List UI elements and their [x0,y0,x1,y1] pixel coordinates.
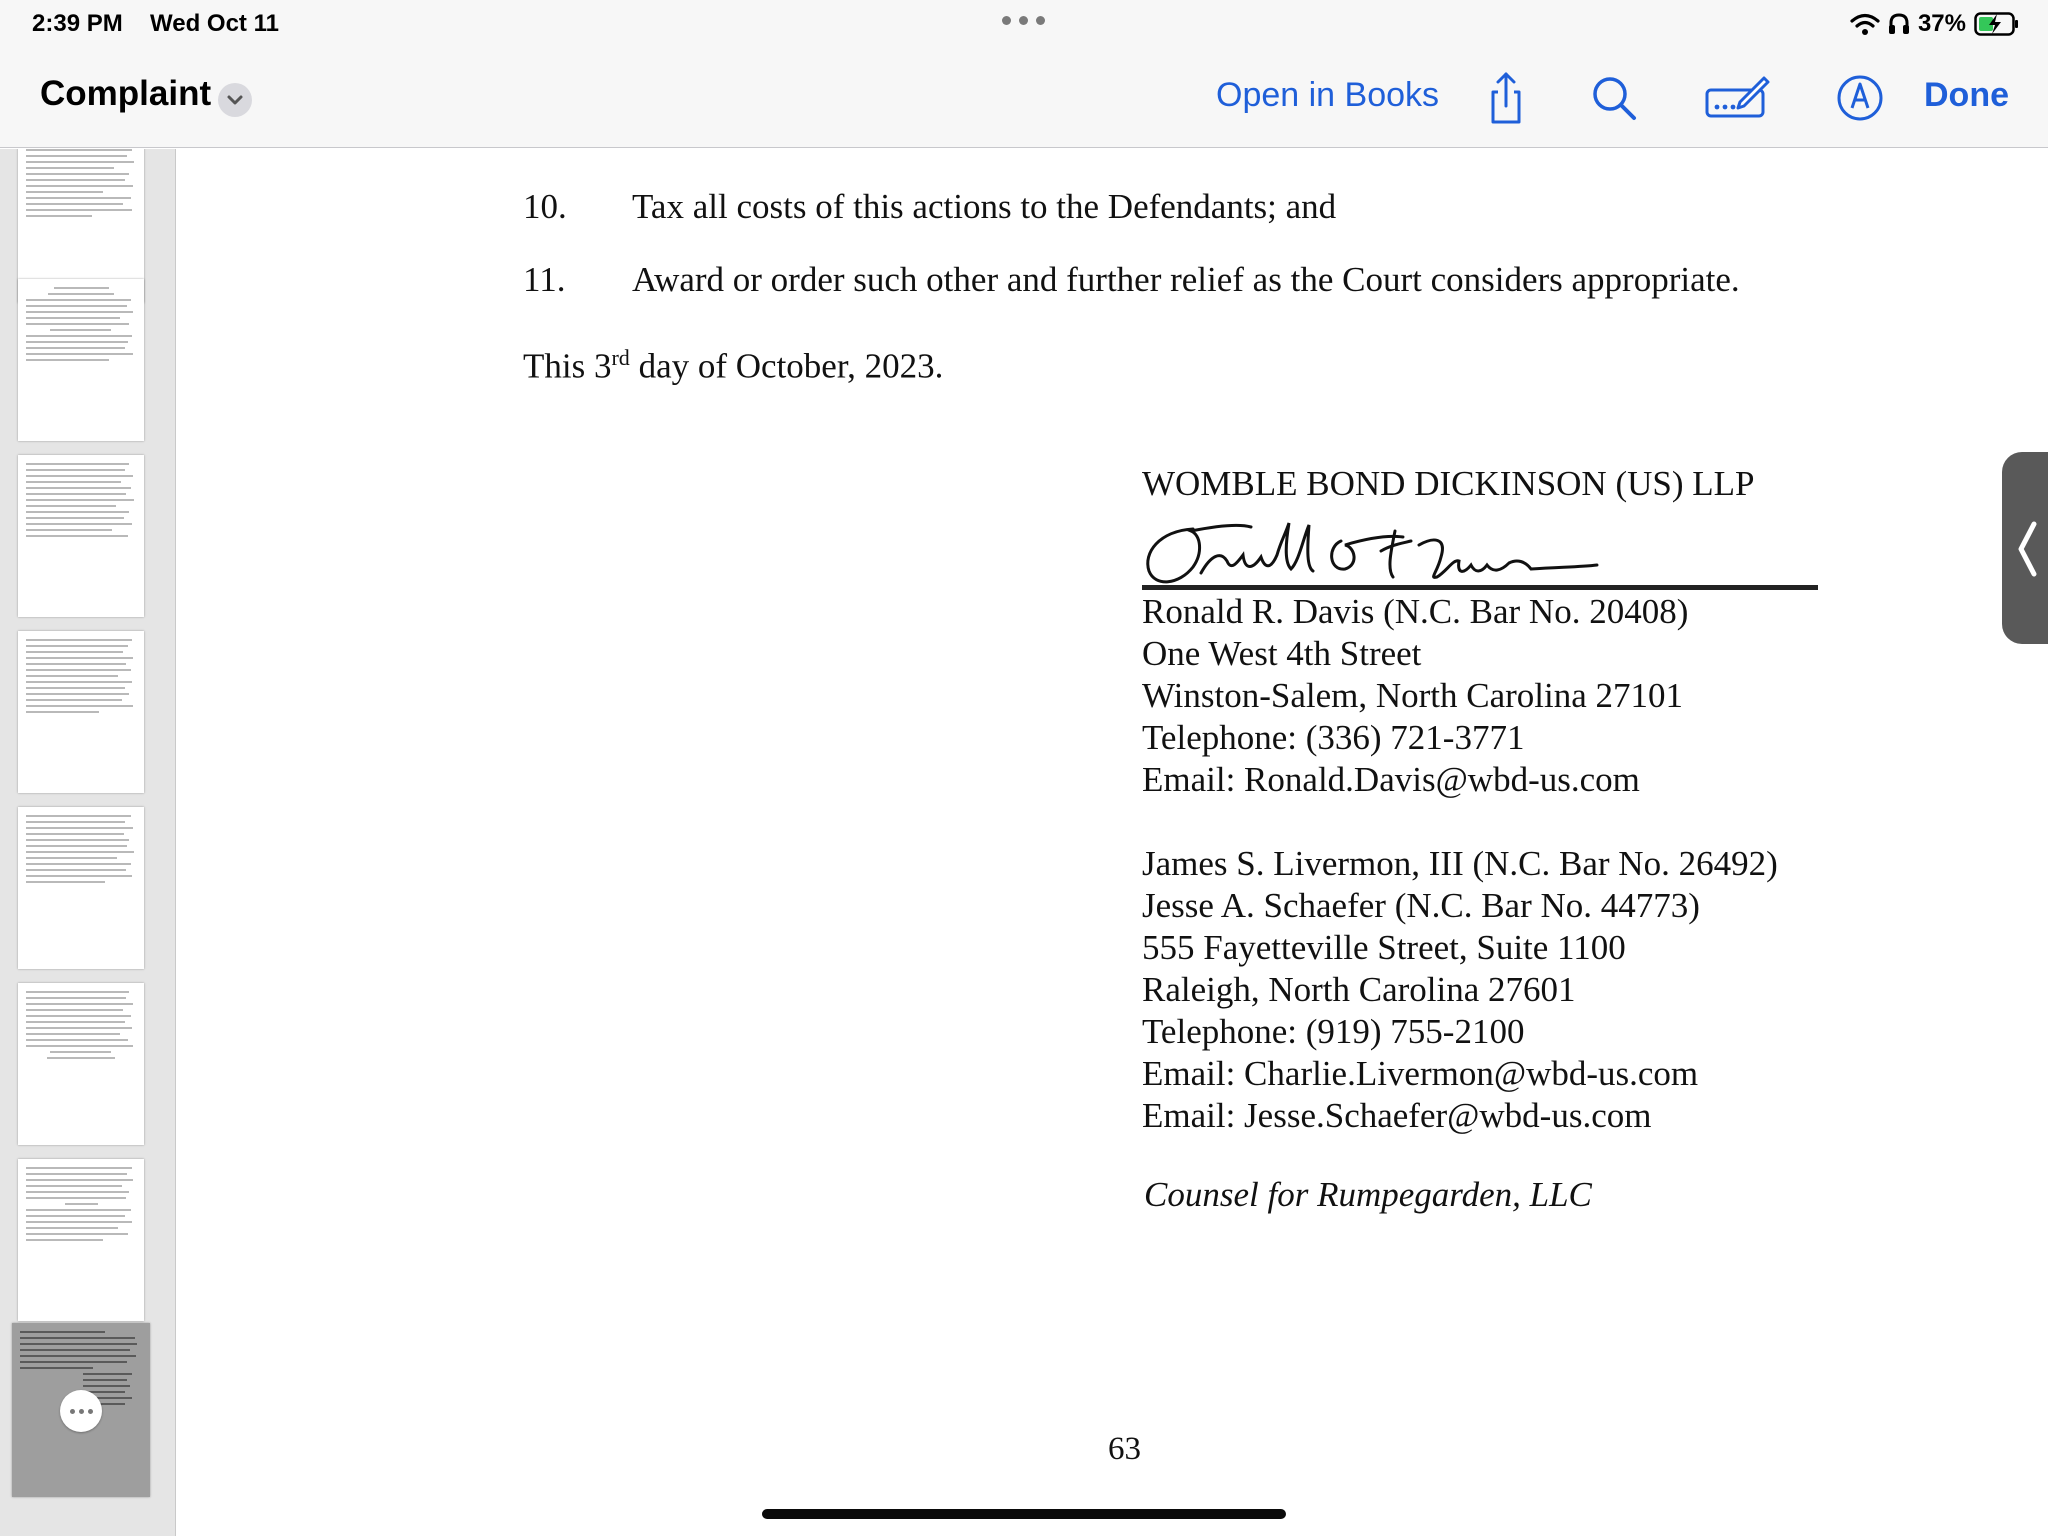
date-prefix: This 3 [523,346,612,386]
page-thumbnail[interactable] [18,455,144,617]
signer-line: One West 4th Street [1142,634,1422,673]
counsel-for: Counsel for Rumpegarden, LLC [1144,1175,1592,1214]
co-counsel-line: Email: Charlie.Livermon@wbd-us.com [1142,1054,1699,1093]
chevron-down-icon [218,83,252,117]
home-indicator[interactable] [762,1509,1286,1519]
battery-charging-icon [1974,11,2020,37]
nav-bar [0,48,2048,148]
open-in-books-button[interactable]: Open in Books [1216,76,1440,114]
page-thumbnail-sidebar[interactable] [0,149,176,1536]
signer-line: Email: Ronald.Davis@wbd-us.com [1142,760,1640,799]
date-ordinal: rd [611,345,630,370]
page-thumbnail[interactable] [18,1159,144,1321]
list-item-text: Tax all costs of this actions to the Defendants; and [632,187,1337,226]
battery-percent: 37% [1917,10,1966,37]
status-time: 2:39 PM [32,10,123,37]
wifi-icon [1850,12,1880,36]
markup-icon [1704,70,1770,126]
list-item-number: 11. [523,260,566,299]
co-counsel-line: Raleigh, North Carolina 27601 [1142,970,1576,1009]
search-icon [1586,70,1642,126]
document-title[interactable]: Complaint [40,74,212,113]
co-counsel-block [1142,843,1778,1137]
headphones-icon [1888,12,1910,36]
share-icon [1478,70,1534,126]
document-page [176,149,2048,1536]
page-thumbnail[interactable] [18,807,144,969]
markup-button[interactable] [1704,70,1770,126]
annotate-icon [1832,70,1888,126]
side-panel-handle[interactable] [2002,452,2048,644]
firm-name: WOMBLE BOND DICKINSON (US) LLP [1142,464,1755,503]
signature-line [1142,585,1818,590]
list-item-number: 10. [523,187,567,226]
page-thumbnail[interactable] [18,983,144,1145]
chevron-left-icon [2016,520,2038,578]
co-counsel-line: Email: Jesse.Schaefer@wbd-us.com [1142,1096,1652,1135]
title-menu-button[interactable] [218,83,252,117]
date-line [523,345,943,387]
search-button[interactable] [1586,70,1642,126]
ellipsis-icon[interactable] [1000,10,1048,26]
status-indicators [1850,8,2020,40]
share-button[interactable] [1478,70,1534,126]
list-item-text: Award or order such other and further relief as the Court considers appropriate. [632,260,1740,299]
signer-line: Ronald R. Davis (N.C. Bar No. 20408) [1142,592,1689,631]
signer-block [1142,591,1688,801]
page-number: 63 [1108,1431,1141,1467]
signer-line: Winston-Salem, North Carolina 27101 [1142,676,1684,715]
co-counsel-line: 555 Fayetteville Street, Suite 1100 [1142,928,1626,967]
page-thumbnail[interactable] [18,279,144,441]
co-counsel-line: Telephone: (919) 755-2100 [1142,1012,1525,1051]
co-counsel-line: James S. Livermon, III (N.C. Bar No. 26492) [1142,844,1778,883]
page-thumbnail[interactable] [18,631,144,793]
status-date: Wed Oct 11 [150,10,279,37]
thumbnail-more-button[interactable] [60,1390,102,1432]
signer-line: Telephone: (336) 721-3771 [1142,718,1525,757]
annotate-button[interactable] [1832,70,1888,126]
done-button[interactable]: Done [1924,76,2009,114]
co-counsel-line: Jesse A. Schaefer (N.C. Bar No. 44773) [1142,886,1700,925]
status-bar [0,0,2048,48]
date-rest: day of October, 2023. [629,346,944,386]
